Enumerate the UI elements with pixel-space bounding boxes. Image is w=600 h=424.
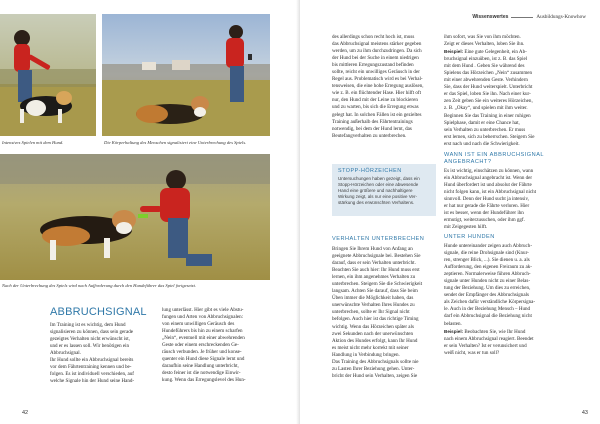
info-box-stopp: [332, 164, 436, 216]
text-line: darf ein Abbruchsignal die Beziehung nicht: [444, 313, 532, 320]
text-line: signalisieren zu können, dass sein gerade: [50, 329, 133, 336]
text-line: quenter ein Hund diese Signale lernt und: [162, 356, 245, 363]
text-line: Aktion des Hundes erfolgt, kann Ihr Hund: [332, 337, 418, 344]
text-line: er hat nur gerade die Fährte verloren. Hier: [444, 203, 530, 210]
text-line: „Nein“, eventuell mit einer abwehrenden: [162, 335, 245, 342]
heading-wann-abbruchsignal: WANN IST EIN ABBRUCHSIGNAL ANGEBRACHT?: [444, 152, 544, 165]
text-line: bricht der Hund sein Verhalten, zeigen Sie: [332, 372, 418, 379]
text-line: Aufforderung, den eigenen Freiraum zu ak-: [444, 264, 532, 271]
text-line: Regel aus. Problematisch wird es bei Verhal-: [332, 76, 423, 83]
text-line: erst lernen, sich zu beherrschen. Steigern Sie: [444, 133, 535, 140]
text-line: räusch verbunden. Je früher und konse-: [162, 349, 242, 356]
text-line: Üben immer die Möglichkeit haben, das: [332, 295, 414, 302]
text-line: Spielens das Hörzeichen „Nein“ zusammen: [444, 70, 533, 77]
caption-top-left: Intensives Spielen mit dem Hund.: [2, 140, 64, 145]
info-box-title: STOPP-HÖRZEICHEN: [338, 168, 402, 174]
text-line: zen Zeit geben Sie ein weiteres Hörzeichen,: [444, 98, 533, 105]
text-line: es meist nicht mehr korrekt mit seiner: [332, 344, 409, 351]
text-line: Beachten Sie auch hier: Ihr Hund muss erst: [332, 267, 420, 274]
page-number-right: 43: [581, 410, 588, 416]
header-chapter: Ausbildungs-Knowhow: [536, 14, 586, 20]
text-line: zeptieren. Normalerweise führen Abbruch-: [444, 271, 531, 278]
text-line: Beginnen Sie das Training in einer ruhigen: [444, 112, 531, 119]
header-divider: [511, 17, 533, 18]
text-line: Spielphase, damit er eine Chance hat,: [444, 119, 520, 126]
text-line: Geste oder einem erschreckenden Ge-: [162, 342, 239, 349]
page-number-left: 42: [22, 410, 29, 416]
text-line: Beutefangverhalten zu unterbrechen.: [332, 132, 407, 139]
text-line: als Zeichen dafür verständliche Körpersigna-: [444, 299, 536, 306]
photo-body-posture-image: [102, 14, 270, 136]
text-line: Stopp-Hörzeichen oder eine abwesende: [338, 182, 419, 187]
text-line-rest: Beobachten Sie, wie Ihr Hund: [464, 328, 526, 335]
text-line: z. B. „Okay“, und spielen mit ihm weiter.: [444, 105, 528, 112]
text-line: vor dem Fährtentraining kennen und be-: [50, 364, 132, 371]
text-line: Zeigt er dieses Verhalten, loben Sie ihn.: [444, 41, 525, 48]
text-line: sinnvoll. Denn der Hund sucht ja intensiv,: [444, 196, 529, 203]
text-line: Hunde untereinander zeigen auch Abbruch-: [444, 243, 533, 249]
text-line: wie z. B. ein flüchtender Hase. Hier hilft oft: [332, 90, 421, 97]
text-line: ein Abbruchsignal angebracht ist. Wenn der: [444, 175, 533, 182]
text-line: [444, 48, 552, 56]
text-line: Ihr Hund sollte ein Abbruchsignal bereits: [50, 357, 134, 364]
text-line: bruchsignal einzuüben, ist z. B. das Spiel: [444, 56, 528, 63]
text-line: tensweisen, die eine hohe Erregung auslösen,: [332, 83, 424, 90]
text-line: ihm sofort, was Sie von ihm möchten.: [444, 34, 521, 40]
text-line: Wirkung zeigt, als nur eine positive Ver-: [338, 194, 418, 199]
text-line: nicht folgen kann, ist ein Abbruchsignal nicht: [444, 189, 537, 196]
text-line: signale unter Hunden nicht zu einer Belas-: [444, 278, 531, 285]
text-line: Handlung in Verbindung bringen.: [332, 351, 400, 358]
text-line: Hundeführers bis hin zu einem scharfen: [162, 328, 243, 335]
text-line: Sie, dass der Hund weiterspielt. Unterbricht: [444, 84, 533, 91]
text-line: von einem unwilligen Geräusch des: [162, 321, 235, 328]
left-col1: [50, 322, 154, 385]
text-line: mit einer abwehrenden Geste. Verhindern: [444, 77, 528, 84]
text-line: lernen, ein ihm angenehmes Verhalten zu: [332, 274, 416, 281]
text-line: nach einem Abbruchsignal reagiert. Beendet: [444, 335, 534, 342]
text-line: Das Training des Abbruchsignals sollte nie: [332, 358, 419, 365]
right-col1-bottom: [332, 246, 438, 380]
right-col2-mid: [444, 168, 552, 231]
text-line: zu Lasten Ihrer Beziehung gehen. Unter-: [332, 365, 415, 372]
header-section: Wissenswertes: [472, 14, 509, 20]
text-line: gelegt hat. In solchen Fällen ist ein gezieltes: [332, 111, 422, 118]
text-line: Es ist wichtig, einschätzen zu können, wann: [444, 168, 534, 174]
text-line-rest: Eine gute Gelegenheit, ein Ab-: [464, 49, 527, 56]
photo-intensive-play-image: [0, 14, 96, 136]
right-col1-top: [332, 34, 438, 140]
caption-bottom: Nach der Unterbrechung des Spiels wird nach Aufforderung durch den Hundeführer das Spiel fortgesetzt.: [2, 283, 197, 288]
text-line: erst nach und nach die Schwierigkeit.: [444, 140, 520, 147]
text-line: Hand eine größere und nachhaltigere: [338, 188, 413, 193]
text-line: bis mittleren Erregungszustand befinden: [332, 62, 414, 69]
text-line: langsam. Achten Sie darauf, dass Sie beim: [332, 288, 418, 295]
photo-continued-play: [0, 154, 270, 280]
text-line: ermutigt, weiterzusuchen, oder ihm ggf.: [444, 217, 525, 224]
text-line: mit dem Hund . Geben Sie während des: [444, 63, 525, 70]
text-line: folgen. Es ist individuell verschieden, auf: [50, 371, 134, 378]
right-col2-top: [444, 34, 552, 148]
text-line: und zu warten, bis sich die Erregung etwas: [332, 104, 419, 111]
text-line: werden, um zu ihm durchzudringen. Da sich: [332, 48, 422, 55]
heading-unter-hunden: UNTER HUNDEN: [444, 234, 495, 240]
text-line: darauf, dass er sein Verhalten unterbricht.: [332, 260, 416, 267]
text-line: tung der Beziehung. Um dies zu erreichen,: [444, 285, 531, 292]
text-line: zwei Sekunden nach der unerwünschten: [332, 330, 414, 337]
text-line: fungen und Arten von Abbruchsignalen:: [162, 314, 244, 321]
beispiel-label: Beispiel:: [444, 328, 464, 334]
text-line: Im Training ist es wichtig, dem Hund: [50, 322, 126, 328]
text-line: sein Verhalten zu unterbrechen. Er muss: [444, 126, 526, 133]
text-line: Untersuchungen haben gezeigt, dass ein: [338, 176, 420, 181]
left-col2: [162, 307, 268, 385]
text-line: unerwünschte Verhalten Ihres Hundes zu: [332, 302, 415, 309]
text-line: unterbrechen, sollte er Ihr Signal nicht: [332, 309, 410, 316]
running-header: [472, 14, 586, 20]
text-line: sollte, reicht ein unwilliges Geräusch in der: [332, 69, 420, 76]
caption-top-right: Die Körperhaltung des Menschen signalisiert eine Unterbrechung des Spiels.: [104, 140, 247, 145]
photo-intensive-play: [0, 14, 96, 136]
photo-continued-play-image: [0, 154, 270, 280]
text-line: des allerdings schon recht hoch ist, muss: [332, 34, 415, 40]
text-line: ren, strenger Blick, ...). Sie dienen u. a. als: [444, 257, 530, 264]
text-line: mit Zeigegesten hilft.: [444, 224, 488, 231]
text-line: Abbruchsignal.: [50, 350, 81, 357]
text-line: er das Spiel, loben Sie ihn. Nach einer kur-: [444, 91, 531, 98]
text-line: nur, den Hund mit der Leine zu blockieren: [332, 97, 418, 104]
info-box-text: [338, 176, 432, 206]
text-line: Bringen Sie Ihrem Hund von Anfang an: [332, 246, 413, 252]
text-line: stärkung des erwünschten Verhaltens.: [338, 200, 415, 205]
text-line: [444, 328, 552, 336]
text-line: unterbrechen. Steigern Sie die Schwierigkeit: [332, 281, 423, 288]
text-line: ist es besser, wenn der Hundeführer ihn: [444, 210, 524, 217]
heading-verhalten-unterbrechen: VERHALTEN UNTERBRECHEN: [332, 236, 425, 242]
photo-body-posture: [102, 14, 270, 136]
text-line: Hund überfordert ist und absolut der Fährte: [444, 182, 532, 189]
text-line: befolgen. Auch hier ist das richtige Timing: [332, 316, 419, 323]
text-line: geeignete Abbruchsignale bei. Bestehen Sie: [332, 253, 421, 260]
text-line: daraufhin seine Handlung unterbricht,: [162, 363, 239, 370]
text-line: le. Auch in der Beziehung Mensch – Hund: [444, 306, 531, 313]
beispiel-label: Beispiel:: [444, 49, 464, 55]
text-line: und er es lassen soll. Wir benötigen ein: [50, 343, 130, 350]
text-line: kung. Wenn das Erregungslevel des Hun-: [162, 377, 246, 384]
text-line: welche Signale hin der Hund seine Hand-: [50, 378, 135, 385]
text-line: wichtig. Wenn das Hörzeichen später als: [332, 323, 414, 330]
text-line: gezeigtes Verhalten nicht erwünscht ist,: [50, 336, 130, 343]
text-line: belasten.: [444, 320, 462, 327]
text-line: Training außerhalb des Fährtentrainings: [332, 118, 413, 125]
text-line: desto feiner ist die notwendige Einwir-: [162, 370, 241, 377]
text-line: notwendig, bei dem der Hund lernt, das: [332, 125, 412, 132]
text-line: weiß nicht, was er tun soll?: [444, 349, 500, 356]
text-line: lung unterlässt. Hier gibt es viele Abstu-: [162, 307, 244, 313]
right-col2-bottom: [444, 243, 552, 357]
text-line: der Hund bei der Suche in einem niedrigen: [332, 55, 419, 62]
text-line: er sein Verhalten? Ist er verunsichert und: [444, 342, 527, 349]
text-line: das Abbruchsignal meistens stärker gegeben: [332, 41, 422, 48]
text-line: sendet der Empfänger des Abbruchsignals: [444, 292, 529, 299]
heading-abbruchsignal: ABBRUCHSIGNAL: [50, 306, 147, 318]
text-line: signale, die reine Drohsignale sind (Knur-: [444, 250, 529, 257]
